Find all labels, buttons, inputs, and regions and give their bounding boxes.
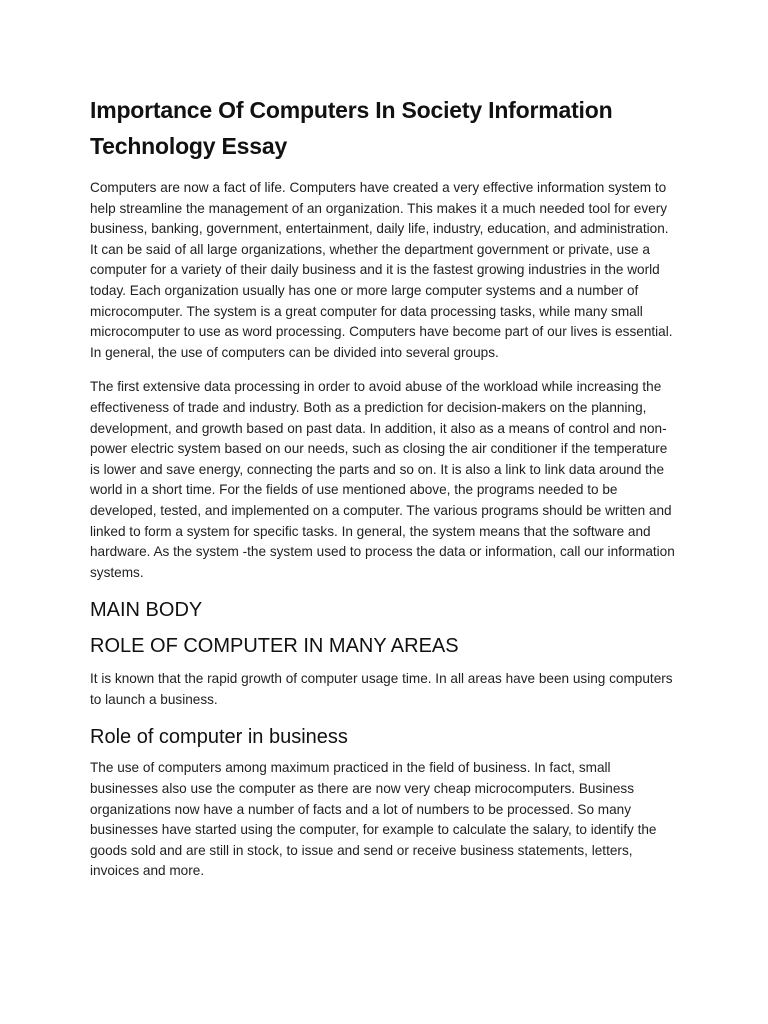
data-processing-paragraph: The first extensive data processing in order to avoid abuse of the workload while increasing the effectiveness of trade and industry. Both as a prediction for decision-makers on the planning, development, and growth based on past data. In addition, it also as a means of control and non-power electric system based on our needs, such as closing the air conditioner if the temperature is lower and save energy, connecting the parts and so on. It is also a link to link data around the world in a short time. For the fields of use mentioned above, the programs needed to be developed, tested, and implemented on a computer. The various programs should be written and linked to form a system for specific tasks. In general, the system means that the software and hardware. As the system -the system used to process the data or information, call our information systems. [90, 379, 675, 580]
main-body-heading: MAIN BODY [90, 599, 203, 622]
role-many-areas-heading: ROLE OF COMPUTER IN MANY AREAS [90, 635, 459, 658]
document-title: Importance Of Computers In Society Information Technology Essay [90, 97, 613, 159]
document-page [90, 92, 676, 896]
role-business-heading: Role of computer in business [90, 726, 348, 749]
many-areas-paragraph: It is known that the rapid growth of computer usage time. In all areas have been using computers to launch a business. [90, 671, 673, 707]
intro-paragraph: Computers are now a fact of life. Computers have created a very effective information system to help streamline the management of an organization. This makes it a much needed tool for every business, banking, government, entertainment, daily life, industry, education, and administration. It can be said of all large organizations, whether the department government or private, use a computer for a variety of their daily business and it is the fastest growing industries in the world today. Each organization usually has one or more large computer systems and a number of microcomputer. The system is a great computer for data processing tasks, while many small microcomputer to use as word processing. Computers have become part of our lives is essential. In general, the use of computers can be divided into several groups. [90, 180, 673, 360]
business-paragraph: The use of computers among maximum practiced in the field of business. In fact, small businesses also use the computer as there are now very cheap microcomputers. Business organizations now have a number of facts and a lot of numbers to be processed. So many businesses have started using the computer, for example to calculate the salary, to identify the goods sold and are still in stock, to issue and send or receive business statements, letters, invoices and more. [90, 760, 657, 879]
